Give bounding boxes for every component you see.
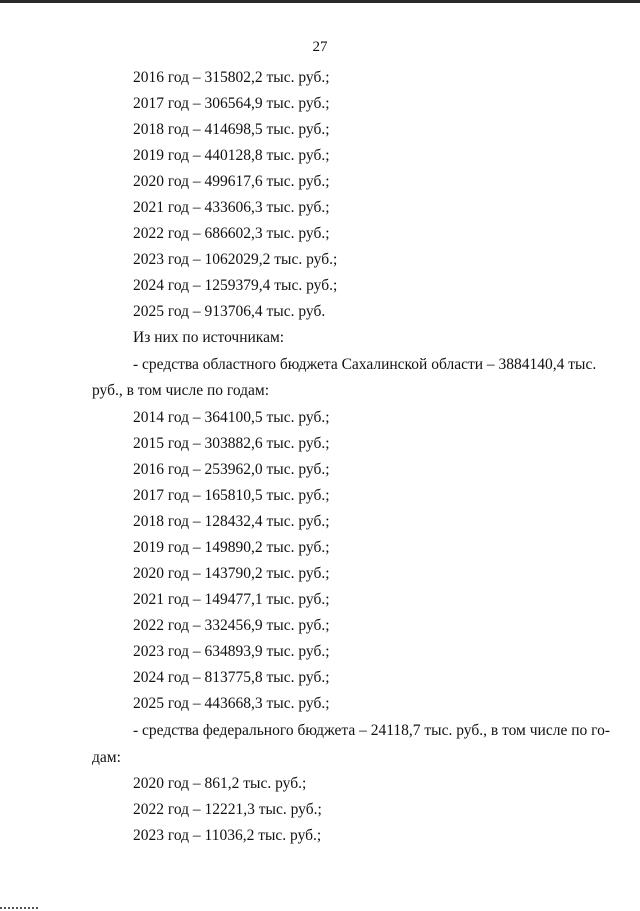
total-year-line: 2018 год – 414698,5 тыс. руб.; bbox=[133, 121, 330, 138]
regional-year-line: 2022 год – 332456,9 тыс. руб.; bbox=[133, 617, 330, 634]
total-year-line: 2019 год – 440128,8 тыс. руб.; bbox=[133, 147, 330, 164]
total-year-line: 2022 год – 686602,3 тыс. руб.; bbox=[133, 225, 330, 242]
federal-year-line: 2022 год – 12221,3 тыс. руб.; bbox=[133, 801, 322, 818]
regional-year-line: 2021 год – 149477,1 тыс. руб.; bbox=[133, 591, 330, 608]
page-number: 27 bbox=[312, 39, 328, 55]
regional-year-line: 2023 год – 634893,9 тыс. руб.; bbox=[133, 643, 330, 660]
regional-budget-paragraph-cont: руб., в том числе по годам: bbox=[92, 382, 270, 399]
regional-year-line: 2024 год – 813775,8 тыс. руб.; bbox=[133, 669, 330, 686]
regional-year-line: 2014 год – 364100,5 тыс. руб.; bbox=[133, 409, 330, 426]
total-year-line: 2020 год – 499617,6 тыс. руб.; bbox=[133, 173, 330, 190]
regional-year-line: 2025 год – 443668,3 тыс. руб.; bbox=[133, 695, 330, 712]
total-year-line: 2024 год – 1259379,4 тыс. руб.; bbox=[133, 277, 338, 294]
total-year-line: 2025 год – 913706,4 тыс. руб. bbox=[133, 303, 326, 320]
total-year-line: 2016 год – 315802,2 тыс. руб.; bbox=[133, 69, 330, 86]
scan-bottom-artifact bbox=[0, 907, 40, 909]
regional-year-line: 2018 год – 128432,4 тыс. руб.; bbox=[133, 513, 330, 530]
regional-year-line: 2019 год – 149890,2 тыс. руб.; bbox=[133, 539, 330, 556]
scan-top-edge bbox=[0, 0, 640, 3]
regional-year-line: 2017 год – 165810,5 тыс. руб.; bbox=[133, 487, 330, 504]
total-year-line: 2017 год – 306564,9 тыс. руб.; bbox=[133, 95, 330, 112]
regional-year-line: 2016 год – 253962,0 тыс. руб.; bbox=[133, 461, 330, 478]
federal-budget-paragraph-cont: дам: bbox=[92, 749, 121, 766]
total-year-line: 2023 год – 1062029,2 тыс. руб.; bbox=[133, 251, 338, 268]
federal-budget-paragraph: - средства федерального бюджета – 24118,7 тыс. руб., в том числе по го- bbox=[133, 722, 610, 739]
federal-year-line: 2020 год – 861,2 тыс. руб.; bbox=[133, 775, 307, 792]
regional-year-line: 2020 год – 143790,2 тыс. руб.; bbox=[133, 565, 330, 582]
sources-heading: Из них по источникам: bbox=[133, 329, 285, 346]
regional-budget-paragraph: - средства областного бюджета Сахалинской области – 3884140,4 тыс. bbox=[133, 356, 597, 373]
regional-year-line: 2015 год – 303882,6 тыс. руб.; bbox=[133, 435, 330, 452]
federal-year-line: 2023 год – 11036,2 тыс. руб.; bbox=[133, 827, 322, 844]
total-year-line: 2021 год – 433606,3 тыс. руб.; bbox=[133, 199, 330, 216]
